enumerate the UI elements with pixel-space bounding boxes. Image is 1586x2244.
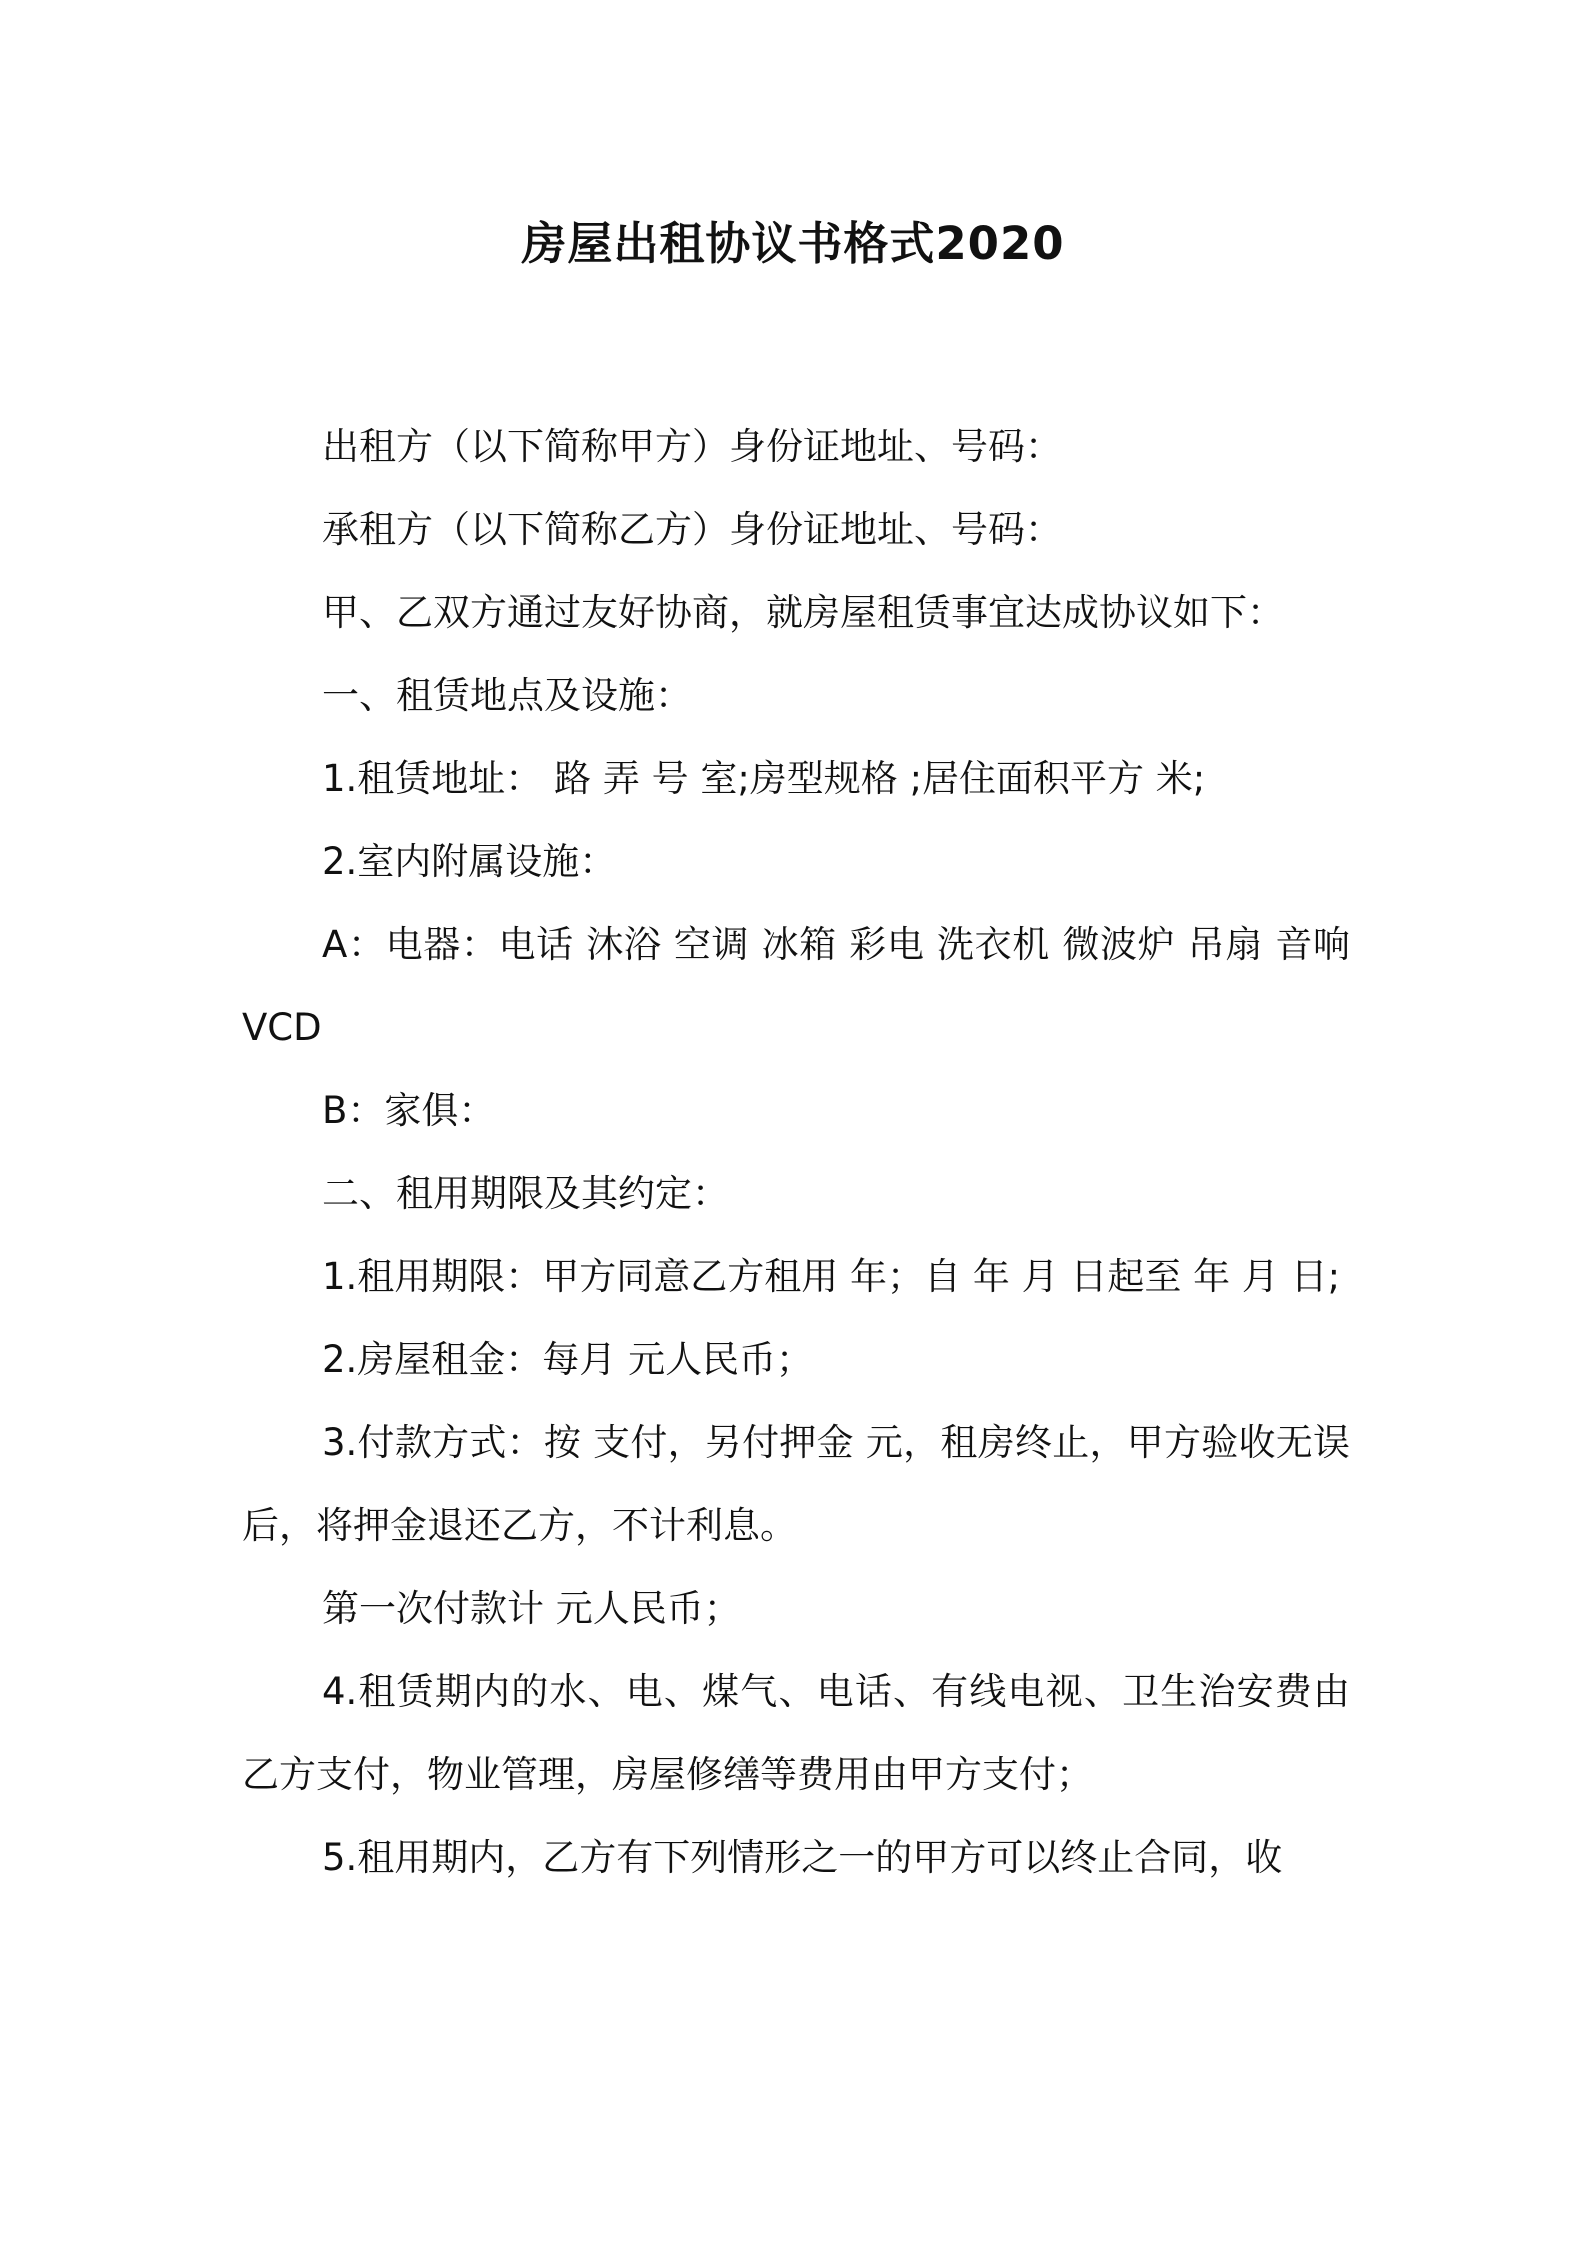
termination-clause: 5.租用期内，乙方有下列情形之一的甲方可以终止合同，收 [322,1836,1283,1879]
appliances-clause: A：电器：电话 沐浴 空调 冰箱 彩电 洗衣机 微波炉 吊扇 音响 VCD [242,923,1362,1049]
lessee-line: 承租方（以下简称乙方）身份证地址、号码： [322,508,1062,551]
rental-term-clause: 1.租用期限：甲方同意乙方租用 年；自 年 月 日起至 年 月 日; [322,1255,1341,1298]
rent-clause: 2.房屋租金：每月 元人民币； [322,1338,814,1381]
document-body [242,405,1362,1899]
first-payment-clause: 第一次付款计 元人民币； [322,1587,741,1630]
rental-address-clause: 1.租赁地址： 路 弄 号 室;房型规格 ;居住面积平方 米; [322,757,1206,800]
document-title: 房屋出租协议书格式2020 [521,217,1065,270]
section-heading-location: 一、租赁地点及设施： [322,674,692,717]
furniture-clause: B：家俱： [322,1089,496,1132]
utilities-clause: 4.租赁期内的水、电、煤气、电话、有线电视、卫生治安费由乙方支付，物业管理，房屋修缮等费用由甲方支付； [242,1670,1350,1796]
payment-method-clause: 3.付款方式：按 支付，另付押金 元，租房终止，甲方验收无误后，将押金退还乙方，不计利息。 [242,1421,1350,1547]
lessor-line: 出租方（以下简称甲方）身份证地址、号码： [322,425,1062,468]
section-heading-term: 二、租用期限及其约定： [322,1172,729,1215]
agreement-intro: 甲、乙双方通过友好协商，就房屋租赁事宜达成协议如下： [322,591,1284,634]
facilities-clause: 2.室内附属设施： [322,840,617,883]
